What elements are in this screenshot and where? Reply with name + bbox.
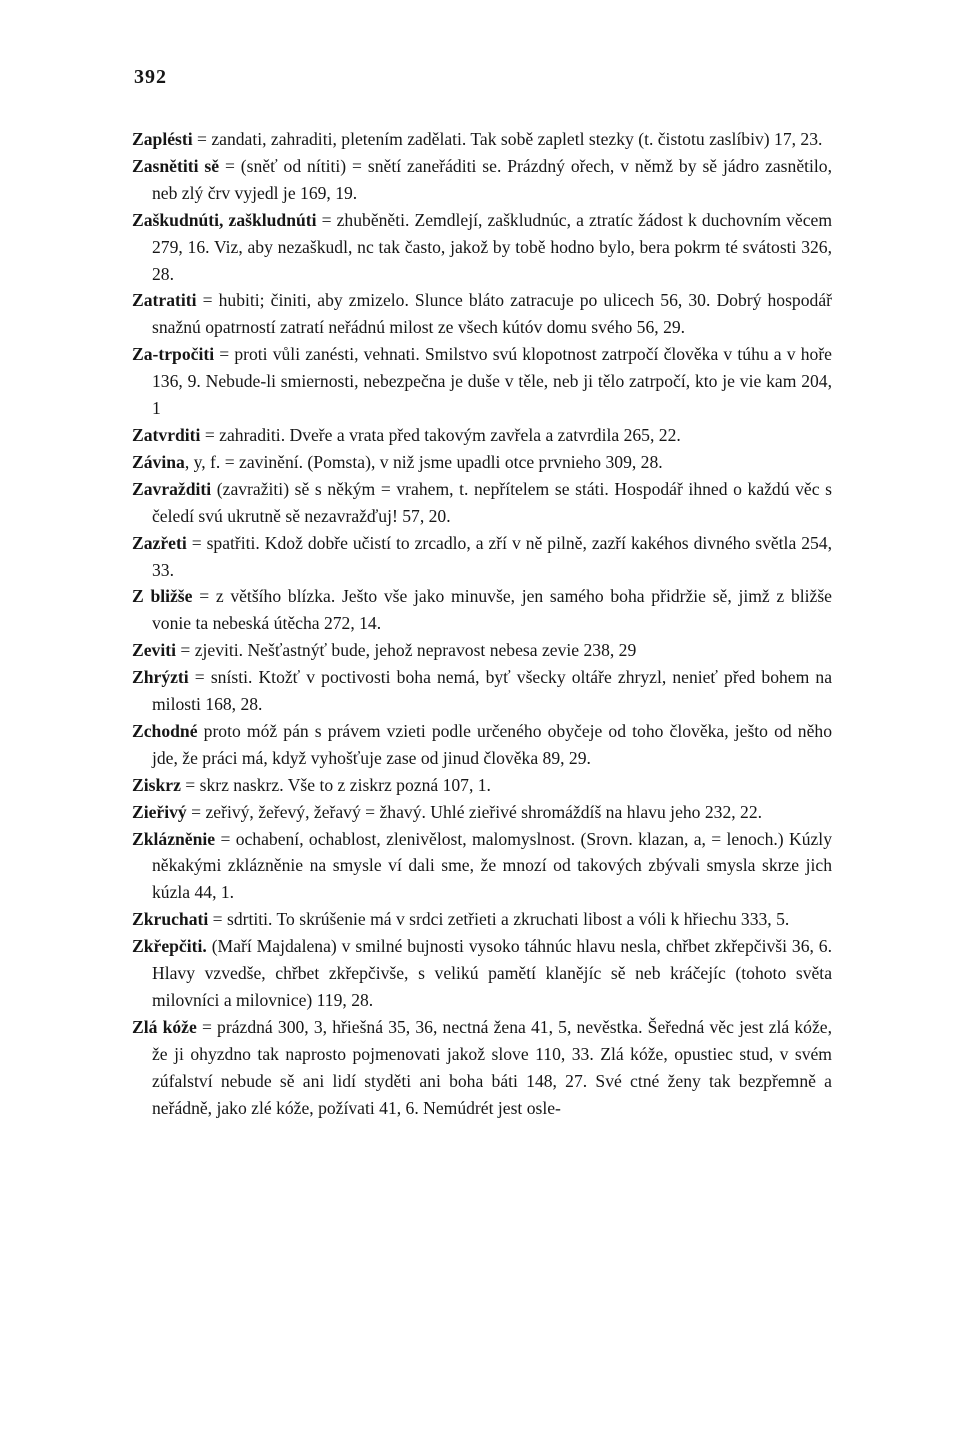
dictionary-entry xyxy=(132,287,832,341)
entry-headword: Zavražditi xyxy=(132,478,212,499)
entry-text: = (sněť od nítiti) = snětí zaneřáditi se. Prázdný ořech, v němž by sě jádro zasnětilo, neb zlý črv vyjedl je 169, 19. xyxy=(152,155,832,203)
entry-headword: Ziskrz xyxy=(132,774,181,795)
entry-headword: Zazřeti xyxy=(132,532,187,553)
entry-headword: Zieřivý xyxy=(132,801,187,822)
entry-headword: Z bližše xyxy=(132,586,193,607)
entry-text: = zeřivý, žeřevý, žeřavý = žhavý. Uhlé zieřivé shromáždíš na hlavu jeho 232, 22. xyxy=(191,801,763,822)
dictionary-entry xyxy=(132,476,832,530)
dictionary-entries xyxy=(132,126,832,1122)
entry-text: = spatřiti. Kdož dobře učistí to zrcadlo, a zří v ně pilně, zazří kakéhos divného světla 254, 33. xyxy=(152,532,833,580)
entry-headword: Zkřepčiti. xyxy=(132,936,207,957)
entry-headword: Zklázněnie xyxy=(132,828,216,849)
entry-text: = sdrtiti. To skrúšenie má v srdci zetřieti a zkruchati libost a vóli k hřiechu 333, 5. xyxy=(212,909,790,930)
entry-headword: Zatratiti xyxy=(132,290,197,311)
dictionary-entry xyxy=(132,583,832,637)
entry-text: = z většího blízka. Ješto vše jako minuvše, jen samého boha přidržie sě, jimž z bližše vonie ta nebeská útěcha 272, 14. xyxy=(152,586,832,634)
entry-headword: Zasnětiti sě xyxy=(132,155,220,176)
entry-headword: Zeviti xyxy=(132,640,176,661)
dictionary-entry xyxy=(132,449,832,476)
dictionary-entry xyxy=(132,207,832,288)
entry-headword: Zlá kóže xyxy=(132,1016,197,1037)
entry-headword: Zhrýzti xyxy=(132,667,189,688)
dictionary-entry xyxy=(132,637,832,664)
entry-text: , y, f. = zavinění. (Pomsta), v niž jsme upadli otce prvnieho 309, 28. xyxy=(184,451,663,472)
dictionary-entry xyxy=(132,341,832,422)
page-number: 392 xyxy=(134,66,167,88)
dictionary-entry xyxy=(132,1014,832,1122)
entry-headword: Zaplésti xyxy=(132,129,193,149)
dictionary-entry xyxy=(132,664,832,718)
entry-text: (Maří Majdalena) v smilné bujnosti vysoko táhnúc hlavu nesla, chřbet zkřepčivši 36, 6. Hlavy vzvedše, chřbet zkřepčivše, s velikú pamětí klanějíc sě neb kráčejíc (tohoto světa milovníci a milovnice) 119, 28. xyxy=(152,936,832,1010)
dictionary-entry xyxy=(132,906,832,933)
entry-headword: Závina xyxy=(132,451,185,472)
entry-headword: Zatvrditi xyxy=(132,424,201,445)
entry-headword: Zkruchati xyxy=(132,909,209,930)
dictionary-entry xyxy=(132,422,832,449)
entry-headword: Zaškudnúti, zaškludnúti xyxy=(132,209,317,230)
entry-text: = skrz naskrz. Vše to z ziskrz pozná 107, 1. xyxy=(185,774,491,795)
entry-text: = proti vůli zanésti, vehnati. Smilstvo svú klopotnost zatrpočí člověka v túhu a v hoře 136, 9. Nebude-li smiernosti, nebezpečna je duše v těle, neb ji tělo zatrpočí, kto je vie kam 204, 1 xyxy=(152,344,832,419)
dictionary-entry xyxy=(132,153,832,207)
entry-text: proto móž pán s právem vzieti podle určeného obyčeje od toho člověka, ješto od něho jde, že práci má, když vyhošťuje zase od jinud člověka 89, 29. xyxy=(152,720,833,768)
entry-text: = prázdná 300, 3, hřiešná 35, 36, nectná žena 41, 5, nevěstka. Šeředná věc jest zlá kóže, že ji ohyzdno tak naprosto pojmenovati jakož slove 110, 33. Zlá kóže, opustiec stud, v svém zúfalství nebude sě ani lidí styděti ani boha báti 148, 27. Své ctné ženy tak bezpřemně a neřádně, jako zlé kóže, požívati 41, 6. Nemúdrét jest osle- xyxy=(152,1016,832,1118)
dictionary-entry xyxy=(132,933,832,1014)
dictionary-entry xyxy=(132,530,832,584)
entry-text: = zjeviti. Nešťastnýť bude, jehož nepravost nebesa zevie 238, 29 xyxy=(180,640,637,661)
dictionary-entry xyxy=(132,718,832,772)
entry-text: = zhuběněti. Zemdlejí, zaškludnúc, a ztratíc žádost k duchovním věcem 279, 16. Viz, aby nezaškudl, nc tak často, jakož by tobě hodno bylo, bera pokrm té svátosti 326, 28. xyxy=(152,209,833,284)
entry-headword: Zchodné xyxy=(132,720,198,741)
dictionary-entry xyxy=(132,799,832,826)
dictionary-entry xyxy=(132,126,832,153)
entry-text: = zandati, zahraditi, pletením zadělati. Tak sobě zapletl stezky (t. čistotu zaslíbiv) 17, 23. xyxy=(197,129,823,149)
entry-text: = snísti. Ktožť v poctivosti boha nemá, byť všecky oltáře zhryzl, nenieť před bohem na milosti 168, 28. xyxy=(152,667,832,715)
entry-text: (zavražiti) sě s někým = vrahem, t. nepřítelem se státi. Hospodář ihned o každú věc s čeledí svú ukrutně sě nezavražďuj! 57, 20. xyxy=(152,478,832,526)
entry-text: = zahraditi. Dveře a vrata před takovým zavřela a zatvrdila 265, 22. xyxy=(204,424,681,445)
entry-headword: Za-trpočiti xyxy=(132,344,215,365)
entry-text: = ochabení, ochablost, zlenivělost, malomyslnost. (Srovn. klazan, a, = lenoch.) Kúzly někakými zklázněnie na smysle ví dali sme, že mnozí od takových zbývali smysla skrze jich kúzla 44, 1. xyxy=(152,828,832,903)
dictionary-entry xyxy=(132,826,832,907)
entry-text: = hubiti; činiti, aby zmizelo. Slunce bláto zatracuje po ulicech 56, 30. Dobrý hospodář snažnú opatrností zatratí neřádnú milost ze všech kútóv domu svého 56, 29. xyxy=(152,290,832,338)
dictionary-entry xyxy=(132,772,832,799)
